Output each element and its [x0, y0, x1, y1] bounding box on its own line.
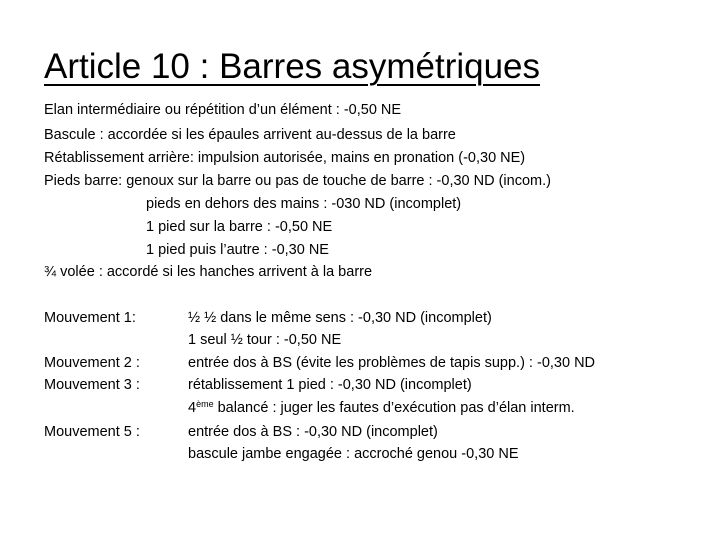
- mouvement-3-line-1: rétablissement 1 pied : -0,30 ND (incomplet): [188, 377, 472, 393]
- body-line-volee: ¾ volée : accordé si les hanches arrivent à la barre: [44, 264, 373, 280]
- mouvement-3-line-2: [188, 397, 575, 419]
- body-line-retablissement: Rétablissement arrière: impulsion autorisée, mains en pronation (-0,30 NE): [44, 150, 526, 166]
- body-line-pieds-barre: Pieds barre: genoux sur la barre ou pas de touche de barre : -0,30 ND (incom.): [44, 173, 551, 189]
- mouvement-1-line-2: 1 seul ½ tour : -0,50 NE: [188, 332, 342, 348]
- body-line-pied-autre: 1 pied puis l’autre : -0,30 NE: [146, 242, 329, 258]
- body-line-pieds-dehors: pieds en dehors des mains : -030 ND (incomplet): [146, 196, 462, 212]
- mouvement-3-line-2-text: balancé : juger les fautes d’exécution pas d’élan interm.: [213, 400, 575, 416]
- mouvement-5-line-1: entrée dos à BS : -0,30 ND (incomplet): [188, 424, 438, 440]
- mouvement-1-line-1: ½ ½ dans le même sens : -0,30 ND (incomplet): [188, 310, 492, 326]
- mouvement-3-label: Mouvement 3 :: [44, 377, 140, 393]
- mouvement-5-line-2: bascule jambe engagée : accroché genou -0,30 NE: [188, 446, 519, 462]
- ordinal-number: 4: [188, 400, 197, 416]
- mouvement-2-line: entrée dos à BS (évite les problèmes de tapis supp.) : -0,30 ND: [188, 355, 596, 371]
- body-line-bascule: Bascule : accordée si les épaules arrivent au-dessus de la barre: [44, 127, 456, 143]
- mouvement-2-label: Mouvement 2 :: [44, 355, 140, 371]
- page-title: Article 10 : Barres asymétriques: [44, 47, 541, 86]
- ordinal-suffix: ème: [196, 399, 214, 409]
- mouvement-1-label: Mouvement 1:: [44, 310, 136, 326]
- body-line-elan: Elan intermédiaire ou répétition d’un élément : -0,50 NE: [44, 102, 402, 118]
- mouvement-5-label: Mouvement 5 :: [44, 424, 140, 440]
- body-line-un-pied: 1 pied sur la barre : -0,50 NE: [146, 219, 333, 235]
